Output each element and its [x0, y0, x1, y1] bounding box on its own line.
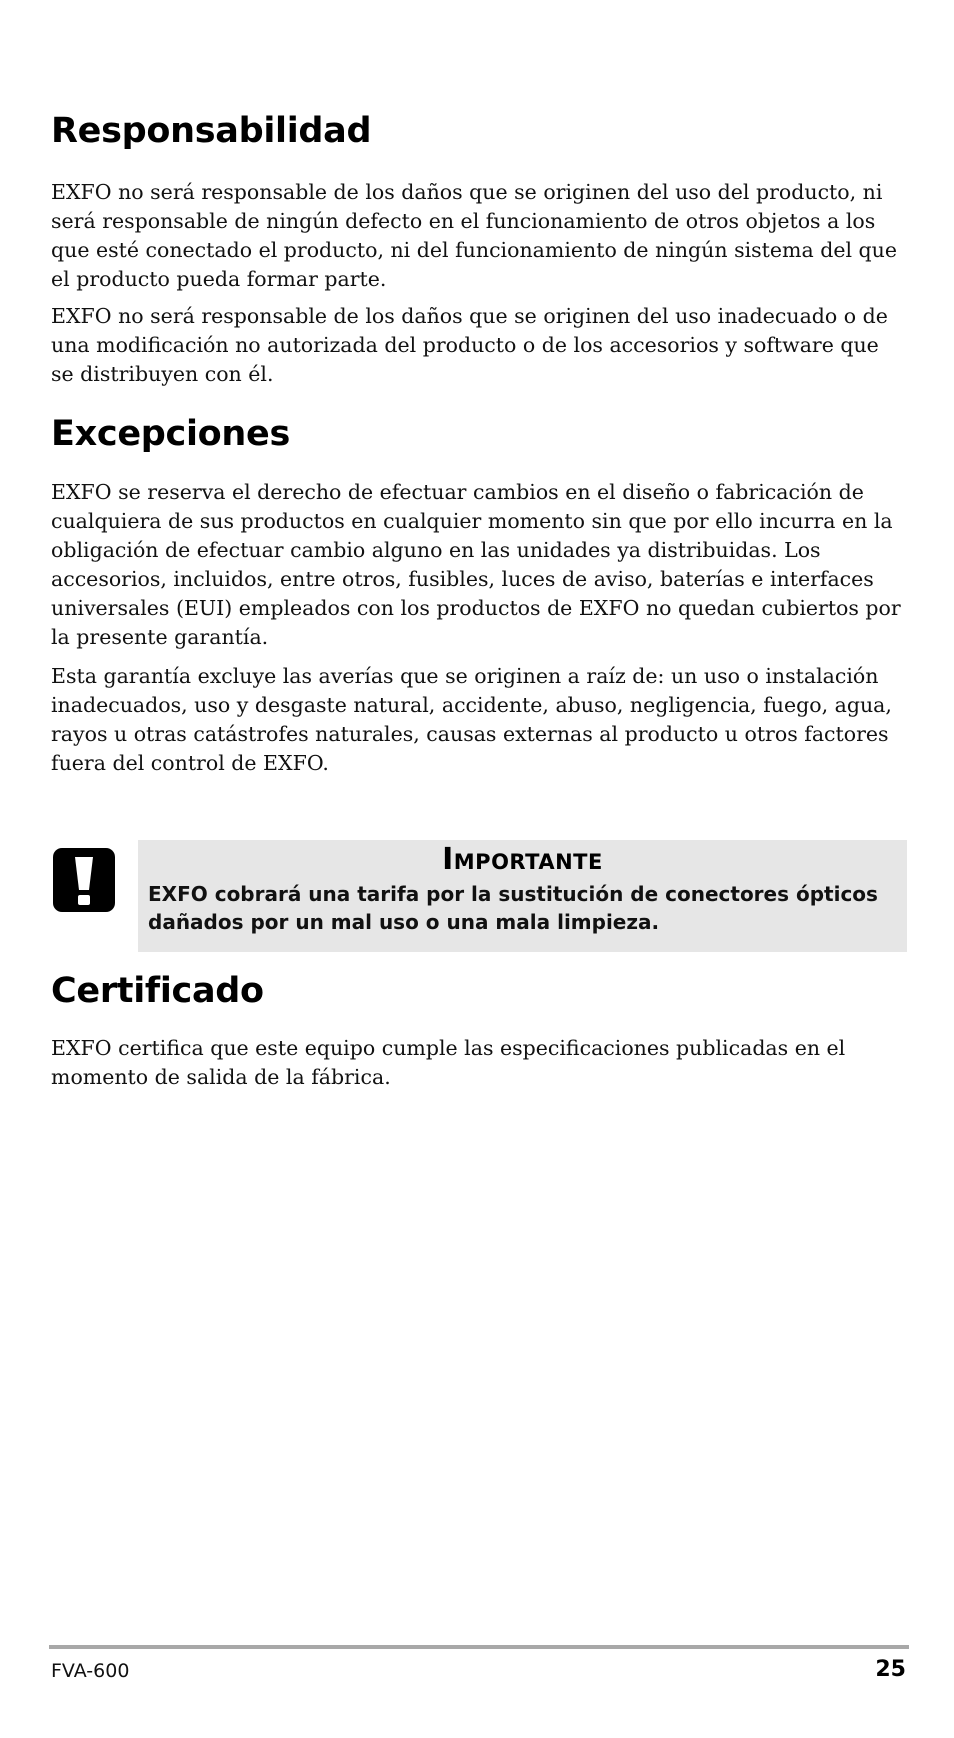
page-number: 25	[875, 1657, 906, 1682]
exclamation-icon	[53, 848, 115, 912]
paragraph-excepciones-2: Esta garantía excluye las averías que se originen a raíz de: un uso o instalación inadecuados, uso y desgaste natural, accidente, abuso, negligencia, fuego, agua, rayos u otras catástrofes naturales, causas externas al producto u otros factores fuera del control de EXFO.	[51, 664, 892, 775]
paragraph-certificado: EXFO certifica que este equipo cumple las especificaciones publicadas en el momento de salida de la fábrica.	[51, 1036, 846, 1089]
paragraph-responsabilidad-1: EXFO no será responsable de los daños que se originen del uso del producto, ni será responsable de ningún defecto en el funcionamiento de otros objetos a los que esté conectado el producto, ni del funcionamiento de ningún sistema del que el producto pueda formar parte.	[51, 180, 898, 291]
important-note-box	[138, 840, 907, 952]
important-note-title: Importante	[442, 842, 603, 877]
paragraph-excepciones-1: EXFO se reserva el derecho de efectuar cambios en el diseño o fabricación de cualquiera de sus productos en cualquier momento sin que por ello incurra en la obligación de efectuar cambio alguno en las unidades ya distribuidas. Los accesorios, incluidos, entre otros, fusibles, luces de aviso, baterías e interfaces universales (EUI) empleados con los productos de EXFO no quedan cubiertos por la presente garantía.	[51, 480, 901, 649]
important-note-text: EXFO cobrará una tarifa por la sustitución de conectores ópticos dañados por un mal uso o una mala limpieza.	[148, 882, 878, 934]
heading-certificado: Certificado	[51, 971, 264, 1011]
heading-responsabilidad: Responsabilidad	[51, 111, 372, 151]
footer-model: FVA-600	[51, 1660, 130, 1682]
important-note	[51, 840, 907, 952]
paragraph-responsabilidad-2: EXFO no será responsable de los daños que se originen del uso inadecuado o de una modificación no autorizada del producto o de los accesorios y software que se distribuyen con él.	[51, 304, 888, 386]
footer-divider	[49, 1645, 909, 1649]
heading-excepciones: Excepciones	[51, 414, 290, 454]
